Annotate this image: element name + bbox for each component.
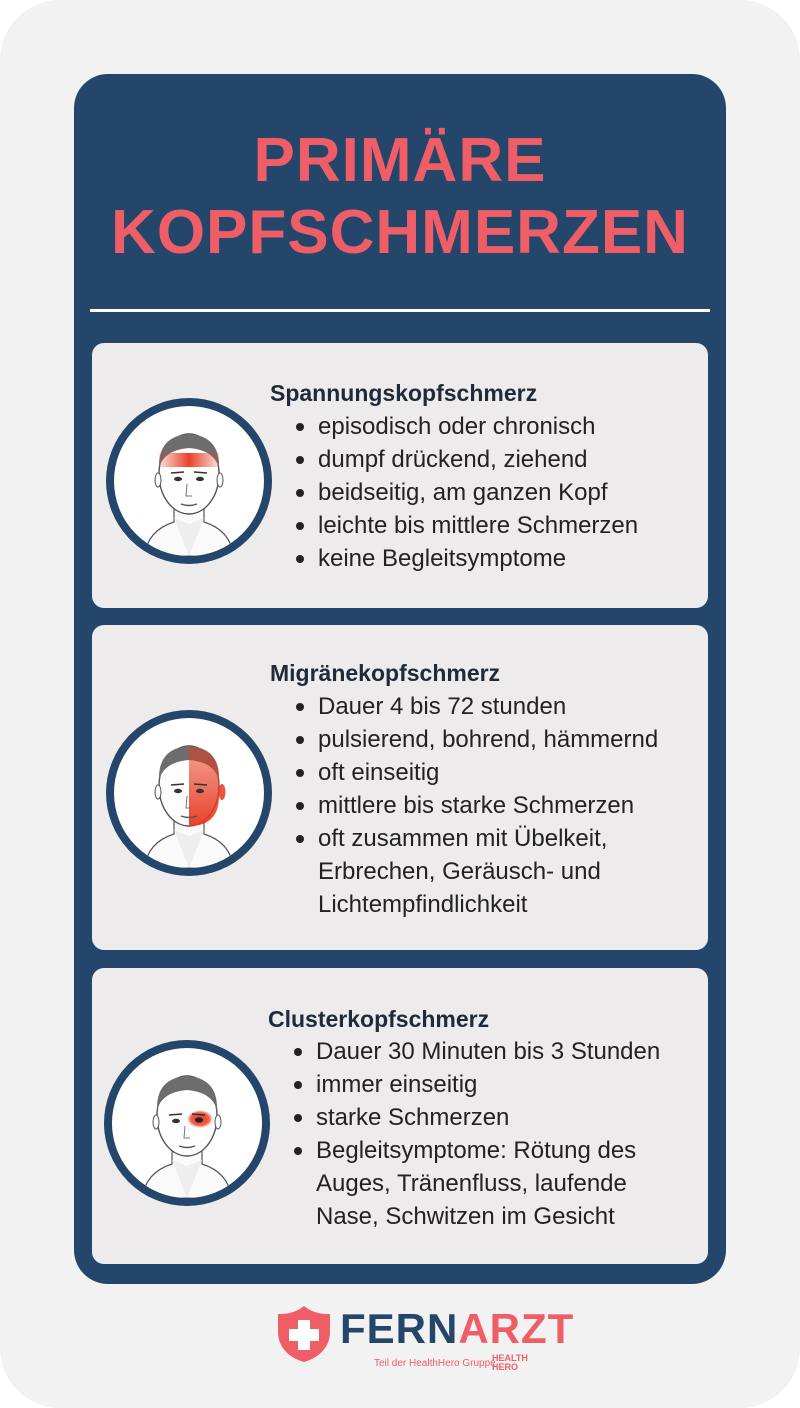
list-item: Dauer 4 bis 72 stunden	[292, 690, 702, 723]
fernarzt-logo	[276, 1300, 575, 1380]
logo-wordmark-part2: ARZT	[458, 1305, 575, 1352]
card-heading-migraine: Migränekopfschmerz	[270, 660, 501, 686]
list-item: Dauer 30 Minuten bis 3 Stunden	[290, 1035, 702, 1068]
title-divider	[90, 309, 710, 312]
healthhero-line1: HEALTH	[492, 1353, 528, 1363]
list-item: beidseitig, am ganzen Kopf	[292, 476, 702, 509]
tension-headache-face-icon	[106, 398, 272, 564]
list-item: episodisch oder chronisch	[292, 410, 702, 443]
list-item: leichte bis mittlere Schmerzen	[292, 509, 702, 542]
list-item: starke Schmerzen	[290, 1101, 702, 1134]
list-item: immer einseitig	[290, 1068, 702, 1101]
healthhero-line2: HERO	[492, 1362, 519, 1372]
cluster-bullet-list	[290, 1035, 702, 1233]
title-line-1: PRIMÄRE	[253, 126, 547, 195]
title-line-2: KOPFSCHMERZEN	[111, 198, 689, 267]
list-item: oft einseitig	[292, 756, 702, 789]
cluster-headache-face-icon	[104, 1040, 270, 1206]
list-item: pulsierend, bohrend, hämmernd	[292, 723, 702, 756]
logo-tagline: Teil der HealthHero Gruppe	[374, 1358, 496, 1369]
list-item: Begleitsymptome: Rötung des Auges, Tränenfluss, laufende Nase, Schwitzen im Gesicht	[290, 1134, 702, 1233]
logo-wordmark	[340, 1305, 574, 1353]
list-item: dumpf drückend, ziehend	[292, 443, 702, 476]
card-heading-tension: Spannungskopfschmerz	[270, 380, 538, 406]
migraine-bullet-list	[292, 690, 702, 921]
healthhero-logo	[492, 1354, 528, 1372]
tension-bullet-list	[292, 410, 702, 575]
list-item: mittlere bis starke Schmerzen	[292, 789, 702, 822]
logo-wordmark-part1: FERN	[340, 1305, 459, 1352]
migraine-face-icon	[106, 710, 272, 876]
list-item: keine Begleitsymptome	[292, 542, 702, 575]
card-heading-cluster: Clusterkopfschmerz	[268, 1006, 490, 1032]
list-item: oft zusammen mit Übelkeit, Erbrechen, Geräusch- und Lichtempfindlichkeit	[292, 822, 702, 921]
shield-cross-icon	[276, 1304, 332, 1364]
